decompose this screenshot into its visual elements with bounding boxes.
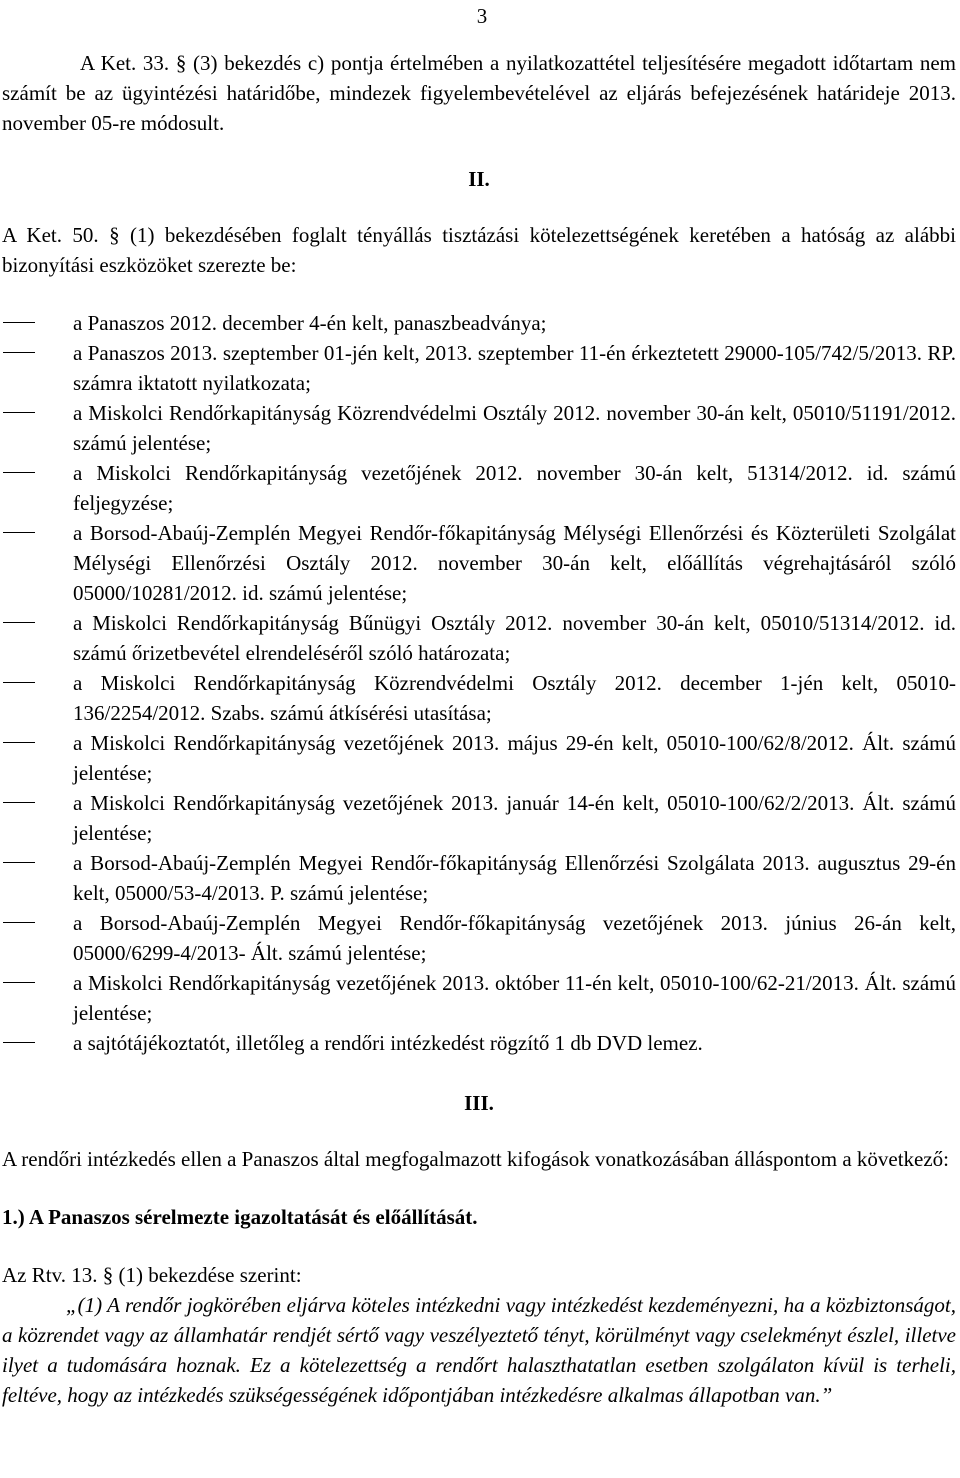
document-body [2, 48, 956, 1410]
list-item-text: a Panaszos 2012. december 4-én kelt, panaszbeadványa; [73, 311, 547, 335]
section-heading-iii: III. [464, 1091, 494, 1115]
list-item [2, 338, 956, 398]
dash-bullet-icon [3, 682, 35, 683]
list-item-text: a sajtótájékoztatót, illetőleg a rendőri intézkedést rögzítő 1 db DVD lemez. [73, 1031, 703, 1055]
dash-bullet-icon [3, 472, 35, 473]
list-item [2, 608, 956, 668]
list-item [2, 668, 956, 728]
list-item-text: a Panaszos 2013. szeptember 01-jén kelt, 2013. szeptember 11-én érkeztetett 29000-105/742/5/2013. RP. számra iktatott nyilatkozata; [73, 341, 956, 395]
list-item [2, 848, 956, 908]
dash-bullet-icon [3, 622, 35, 623]
list-item-text: a Miskolci Rendőrkapitányság vezetőjének 2013. január 14-én kelt, 05010-100/62/2/2013. Ált. számú jelentése; [73, 791, 956, 845]
dash-bullet-icon [3, 352, 35, 353]
dash-bullet-icon [3, 802, 35, 803]
list-item [2, 458, 956, 518]
list-item [2, 1028, 956, 1058]
page-number: 3 [476, 4, 488, 28]
list-item-text: a Miskolci Rendőrkapitányság Közrendvédelmi Osztály 2012. december 1-jén kelt, 05010-136/2254/2012. Szabs. számú átkísérési utasítása; [73, 671, 956, 725]
complaint-subheading: 1.) A Panaszos sérelmezte igazoltatását és előállítását. [2, 1205, 478, 1229]
list-item-text: a Miskolci Rendőrkapitányság Közrendvédelmi Osztály 2012. november 30-án kelt, 05010/51191/2012. számú jelentése; [73, 401, 956, 455]
list-item-text: a Miskolci Rendőrkapitányság vezetőjének 2012. november 30-án kelt, 51314/2012. id. számú feljegyzése; [73, 461, 956, 515]
evidence-list [2, 308, 956, 1058]
list-item-text: a Miskolci Rendőrkapitányság vezetőjének 2013. május 29-én kelt, 05010-100/62/8/2012. Ált. számú jelentése; [73, 731, 956, 785]
dash-bullet-icon [3, 322, 35, 323]
dash-bullet-icon [3, 922, 35, 923]
list-item-text: a Miskolci Rendőrkapitányság vezetőjének 2013. október 11-én kelt, 05010-100/62-21/2013. Ált. számú jelentése; [73, 971, 956, 1025]
dash-bullet-icon [3, 982, 35, 983]
section-ii-lead: A Ket. 50. § (1) bekezdésében foglalt tényállás tisztázási kötelezettségének keretében a hatóság az alábbi bizonyítási eszközöket szerezte be: [2, 223, 956, 277]
list-item [2, 518, 956, 608]
list-item [2, 308, 956, 338]
section-heading-ii: II. [468, 167, 490, 191]
list-item [2, 968, 956, 1028]
list-item [2, 728, 956, 788]
list-item-text: a Miskolci Rendőrkapitányság Bűnügyi Osztály 2012. november 30-án kelt, 05010/51314/2012. id. számú őrizetbevétel elrendeléséről szóló határozata; [73, 611, 956, 665]
law-quote: „(1) A rendőr jogkörében eljárva köteles intézkedni vagy intézkedést kezdeményezni, ha a közbiztonságot, a közrendet vagy az államhatár rendjét sértő vagy veszélyeztető tényt, körülményt vagy cselekményt észlel, illetve ilyet a tudomására hoznak. Ez a kötelezettség a rendőrt halaszthatatlan esetben szolgálaton kívül is terheli, feltéve, hogy az intézkedés szükségességének időpontjában intézkedésre alkalmas állapotban van.” [2, 1293, 956, 1407]
law-reference: Az Rtv. 13. § (1) bekezdése szerint: [2, 1263, 302, 1287]
dash-bullet-icon [3, 412, 35, 413]
dash-bullet-icon [3, 1042, 35, 1043]
section-iii-lead: A rendőri intézkedés ellen a Panaszos által megfogalmazott kifogások vonatkozásában álláspontom a következő: [2, 1147, 950, 1171]
dash-bullet-icon [3, 532, 35, 533]
intro-paragraph: A Ket. 33. § (3) bekezdés c) pontja értelmében a nyilatkozattétel teljesítésére megadott időtartam nem számít be az ügyintézési határidőbe, mindezek figyelembevételével az eljárás befejezésének határideje 2013. november 05-re módosult. [2, 51, 956, 135]
list-item [2, 908, 956, 968]
dash-bullet-icon [3, 742, 35, 743]
list-item [2, 788, 956, 848]
list-item-text: a Borsod-Abaúj-Zemplén Megyei Rendőr-főkapitányság vezetőjének 2013. június 26-án kelt, 05000/6299-4/2013- Ált. számú jelentése; [73, 911, 956, 965]
list-item [2, 398, 956, 458]
dash-bullet-icon [3, 862, 35, 863]
list-item-text: a Borsod-Abaúj-Zemplén Megyei Rendőr-főkapitányság Mélységi Ellenőrzési és Közterületi Szolgálat Mélységi Ellenőrzési Osztály 2012. november 30-án kelt, előállítás végrehajtásáról szóló 05000/10281/2012. id. számú jelentése; [73, 521, 956, 605]
list-item-text: a Borsod-Abaúj-Zemplén Megyei Rendőr-főkapitányság Ellenőrzési Szolgálata 2013. augusztus 29-én kelt, 05000/53-4/2013. P. számú jelentése; [73, 851, 956, 905]
